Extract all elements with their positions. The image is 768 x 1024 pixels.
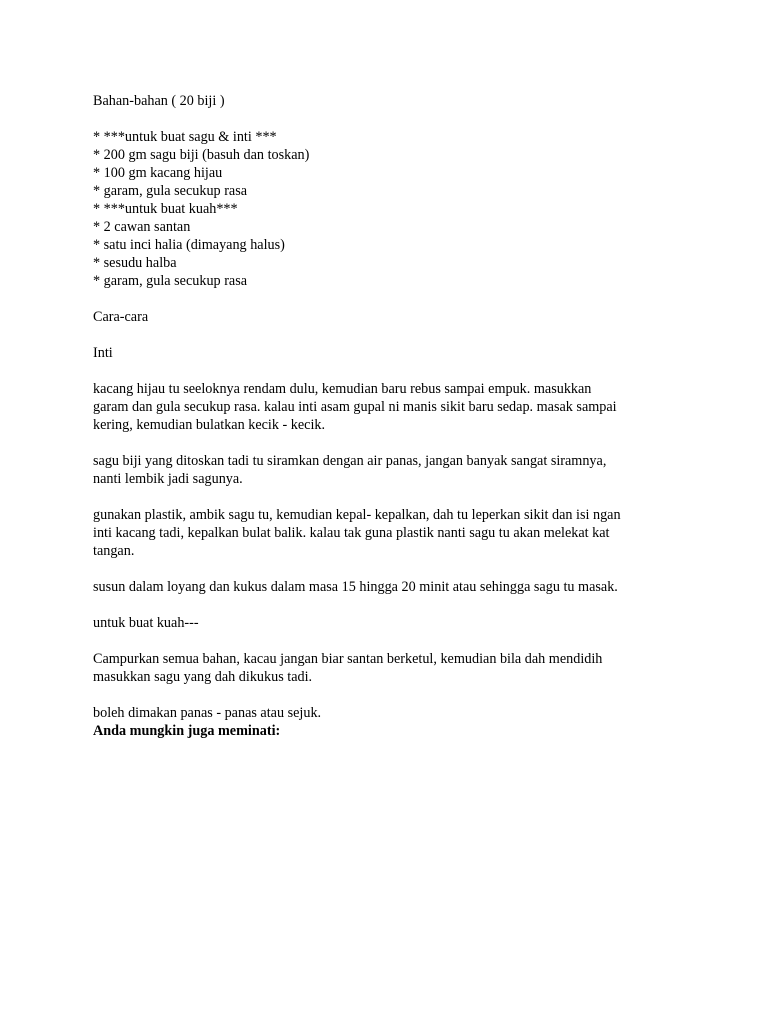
paragraph-line: kering, kemudian bulatkan kecik - kecik. <box>93 417 326 433</box>
ingredient-item: * ***untuk buat kuah*** <box>93 201 238 217</box>
paragraph-line: kacang hijau tu seeloknya rendam dulu, kemudian baru rebus sampai empuk. masukkan <box>93 381 592 397</box>
ingredient-item: * 200 gm sagu biji (basuh dan toskan) <box>93 147 310 163</box>
paragraph-line: masukkan sagu yang dah dikukus tadi. <box>93 669 313 685</box>
paragraph-line: Campurkan semua bahan, kacau jangan biar santan berketul, kemudian bila dah mendidih <box>93 651 603 667</box>
serving-note: boleh dimakan panas - panas atau sejuk. <box>93 705 322 721</box>
ingredient-item: * sesudu halba <box>93 255 177 271</box>
spacer <box>93 362 693 380</box>
paragraph-line: nanti lembik jadi sagunya. <box>93 471 243 487</box>
method-paragraph <box>93 506 693 560</box>
spacer <box>93 434 693 452</box>
paragraph-line: gunakan plastik, ambik sagu tu, kemudian kepal- kepalkan, dah tu leperkan sikit dan isi ngan <box>93 507 621 523</box>
paragraph-line: tangan. <box>93 543 135 559</box>
inti-heading: Inti <box>93 345 113 361</box>
kuah-heading: untuk buat kuah--- <box>93 615 199 631</box>
ingredients-title: Bahan-bahan ( 20 biji ) <box>93 93 225 109</box>
paragraph-line: inti kacang tadi, kepalkan bulat balik. kalau tak guna plastik nanti sagu tu akan melekat kat <box>93 525 610 541</box>
method-paragraph <box>93 380 693 434</box>
paragraph-line: sagu biji yang ditoskan tadi tu siramkan dengan air panas, jangan banyak sangat siramnya, <box>93 453 607 469</box>
recipe-document <box>93 92 693 740</box>
ingredient-item: * satu inci halia (dimayang halus) <box>93 237 285 253</box>
ingredient-item: * ***untuk buat sagu & inti *** <box>93 129 277 145</box>
method-paragraph <box>93 452 693 488</box>
spacer <box>93 596 693 614</box>
ingredients-list <box>93 128 693 290</box>
method-paragraph <box>93 578 693 596</box>
paragraph-line: garam dan gula secukup rasa. kalau inti asam gupal ni manis sikit baru sedap. masak sampai <box>93 399 617 415</box>
spacer <box>93 632 693 650</box>
ingredient-item: * garam, gula secukup rasa <box>93 273 248 289</box>
spacer <box>93 560 693 578</box>
ingredient-item: * 2 cawan santan <box>93 219 191 235</box>
paragraph-line: susun dalam loyang dan kukus dalam masa 15 hingga 20 minit atau sehingga sagu tu masak. <box>93 579 618 595</box>
spacer <box>93 290 693 308</box>
spacer <box>93 326 693 344</box>
ingredient-item: * 100 gm kacang hijau <box>93 165 223 181</box>
spacer <box>93 488 693 506</box>
method-heading: Cara-cara <box>93 309 149 325</box>
spacer <box>93 686 693 704</box>
ingredient-item: * garam, gula secukup rasa <box>93 183 248 199</box>
spacer <box>93 110 693 128</box>
related-heading: Anda mungkin juga meminati: <box>93 723 281 739</box>
kuah-paragraph <box>93 650 693 686</box>
